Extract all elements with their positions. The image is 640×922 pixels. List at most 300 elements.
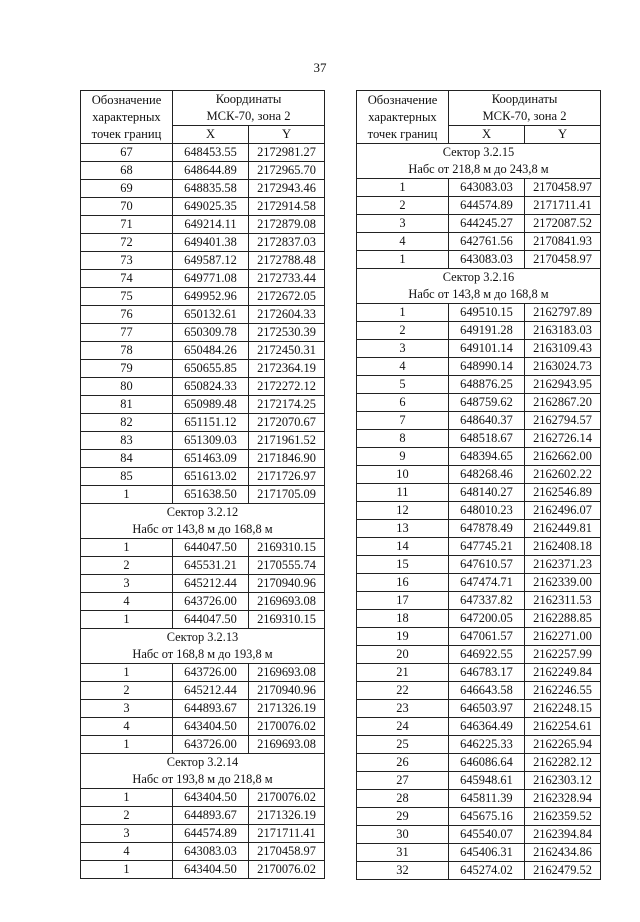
header-line: характерных [92, 109, 161, 124]
table-row [357, 772, 601, 790]
table-row [357, 610, 601, 628]
x-coordinate-cell: 648140.27 [449, 484, 525, 502]
table-row [357, 179, 601, 197]
point-id-cell: 1 [357, 179, 449, 197]
x-coordinate-cell: 649101.14 [449, 340, 525, 358]
sector-title: Сектор 3.2.14 [81, 754, 325, 772]
table-row [357, 826, 601, 844]
point-id-cell: 4 [357, 233, 449, 251]
sector-height-range: Набс от 218,8 м до 243,8 м [357, 161, 601, 179]
table-row [357, 197, 601, 215]
table-row [357, 358, 601, 376]
x-coordinate-cell: 649214.11 [173, 216, 249, 234]
point-id-cell: 6 [357, 394, 449, 412]
x-coordinate-cell: 650824.33 [173, 378, 249, 396]
point-id-cell: 4 [81, 593, 173, 611]
table-row [81, 807, 325, 825]
y-coordinate-cell: 2162288.85 [525, 610, 601, 628]
table-row [81, 575, 325, 593]
table-row [357, 233, 601, 251]
y-coordinate-cell: 2162394.84 [525, 826, 601, 844]
sector-title: Сектор 3.2.13 [81, 629, 325, 647]
table-row [81, 736, 325, 754]
point-id-cell: 23 [357, 700, 449, 718]
point-id-cell: 15 [357, 556, 449, 574]
table-row [357, 790, 601, 808]
x-coordinate-cell: 649401.38 [173, 234, 249, 252]
table-row [81, 450, 325, 468]
table-row [357, 376, 601, 394]
sector-height-range-row [357, 286, 601, 304]
x-coordinate-cell: 647610.57 [449, 556, 525, 574]
y-coordinate-cell: 2162246.55 [525, 682, 601, 700]
header-line: характерных [368, 109, 437, 124]
x-coordinate-cell: 645540.07 [449, 826, 525, 844]
y-coordinate-cell: 2170076.02 [249, 789, 325, 807]
sector-height-range-row [81, 646, 325, 664]
point-id-cell: 27 [357, 772, 449, 790]
x-coordinate-cell: 643083.03 [449, 179, 525, 197]
table-row [357, 700, 601, 718]
table-row [357, 664, 601, 682]
x-coordinate-cell: 643726.00 [173, 736, 249, 754]
y-coordinate-cell: 2171711.41 [249, 825, 325, 843]
y-coordinate-cell: 2162311.53 [525, 592, 601, 610]
table-row [357, 322, 601, 340]
x-coordinate-cell: 648640.37 [449, 412, 525, 430]
y-coordinate-cell: 2162254.61 [525, 718, 601, 736]
x-coordinate-cell: 644574.89 [449, 197, 525, 215]
point-id-cell: 25 [357, 736, 449, 754]
table-row [81, 861, 325, 879]
y-coordinate-cell: 2162496.07 [525, 502, 601, 520]
table-row [357, 412, 601, 430]
point-id-cell: 82 [81, 414, 173, 432]
point-id-cell: 30 [357, 826, 449, 844]
x-coordinate-cell: 648394.65 [449, 448, 525, 466]
y-coordinate-cell: 2172604.33 [249, 306, 325, 324]
y-coordinate-cell: 2172943.46 [249, 180, 325, 198]
y-coordinate-cell: 2171705.09 [249, 486, 325, 504]
table-row [357, 394, 601, 412]
table-row [81, 162, 325, 180]
x-coordinate-cell: 647200.05 [449, 610, 525, 628]
sector-title: Сектор 3.2.12 [81, 504, 325, 522]
coordinates-header: Координаты [173, 91, 325, 109]
table-row [81, 270, 325, 288]
table-row [81, 234, 325, 252]
table-row [357, 736, 601, 754]
x-coordinate-cell: 651309.03 [173, 432, 249, 450]
point-id-cell: 1 [81, 486, 173, 504]
table-row [81, 378, 325, 396]
y-coordinate-cell: 2162449.81 [525, 520, 601, 538]
point-id-cell: 1 [357, 251, 449, 269]
y-coordinate-cell: 2169693.08 [249, 664, 325, 682]
y-coordinate-cell: 2162943.95 [525, 376, 601, 394]
point-id-cell: 3 [81, 575, 173, 593]
table-row [81, 396, 325, 414]
x-coordinate-cell: 644047.50 [173, 539, 249, 557]
x-coordinate-cell: 643726.00 [173, 664, 249, 682]
table-row [81, 306, 325, 324]
point-id-cell: 1 [357, 304, 449, 322]
point-id-cell: 9 [357, 448, 449, 466]
x-coordinate-cell: 645675.16 [449, 808, 525, 826]
y-coordinate-cell: 2170940.96 [249, 575, 325, 593]
table-row [81, 432, 325, 450]
x-coordinate-cell: 643726.00 [173, 593, 249, 611]
header-line: точек границ [91, 126, 162, 141]
y-coordinate-cell: 2172087.52 [525, 215, 601, 233]
point-id-cell: 1 [81, 611, 173, 629]
x-coordinate-cell: 647745.21 [449, 538, 525, 556]
y-coordinate-cell: 2162249.84 [525, 664, 601, 682]
y-coordinate-cell: 2172879.08 [249, 216, 325, 234]
point-id-cell: 77 [81, 324, 173, 342]
point-id-cell: 32 [357, 862, 449, 880]
header-line: Обозначение [367, 92, 438, 107]
x-coordinate-cell: 649191.28 [449, 322, 525, 340]
point-id-cell: 69 [81, 180, 173, 198]
x-coordinate-cell: 643404.50 [173, 718, 249, 736]
point-id-cell: 73 [81, 252, 173, 270]
table-row [357, 520, 601, 538]
x-coordinate-cell: 647337.82 [449, 592, 525, 610]
y-coordinate-cell: 2172733.44 [249, 270, 325, 288]
x-coordinate-cell: 645212.44 [173, 682, 249, 700]
table-row [81, 180, 325, 198]
sector-height-range: Набс от 168,8 м до 193,8 м [81, 646, 325, 664]
point-id-cell: 1 [81, 861, 173, 879]
y-coordinate-cell: 2163183.03 [525, 322, 601, 340]
y-coordinate-cell: 2171326.19 [249, 807, 325, 825]
header-line: точек границ [367, 126, 438, 141]
y-coordinate-cell: 2169693.08 [249, 593, 325, 611]
x-coordinate-cell: 646225.33 [449, 736, 525, 754]
y-coordinate-cell: 2162479.52 [525, 862, 601, 880]
table-row [81, 593, 325, 611]
right-table-body [357, 144, 601, 880]
table-row [357, 304, 601, 322]
table-row [81, 198, 325, 216]
y-coordinate-cell: 2162797.89 [525, 304, 601, 322]
table-row [357, 574, 601, 592]
point-id-cell: 70 [81, 198, 173, 216]
point-id-cell: 84 [81, 450, 173, 468]
point-id-cell: 29 [357, 808, 449, 826]
y-coordinate-cell: 2162408.18 [525, 538, 601, 556]
table-row [81, 611, 325, 629]
sector-height-range-row [81, 521, 325, 539]
coordinates-table-left [80, 90, 325, 879]
y-coordinate-cell: 2162602.22 [525, 466, 601, 484]
y-coordinate-cell: 2163024.73 [525, 358, 601, 376]
x-coordinate-cell: 644893.67 [173, 807, 249, 825]
point-id-cell: 5 [357, 376, 449, 394]
point-id-cell: 68 [81, 162, 173, 180]
y-coordinate-cell: 2162726.14 [525, 430, 601, 448]
table-row [357, 646, 601, 664]
y-coordinate-cell: 2169310.15 [249, 539, 325, 557]
table-row [357, 682, 601, 700]
point-id-cell: 3 [81, 825, 173, 843]
sector-title: Сектор 3.2.16 [357, 269, 601, 287]
point-id-cell: 76 [81, 306, 173, 324]
point-id-cell: 2 [81, 557, 173, 575]
x-coordinate-cell: 647474.71 [449, 574, 525, 592]
table-row [81, 468, 325, 486]
y-coordinate-cell: 2162303.12 [525, 772, 601, 790]
sector-height-range: Набс от 143,8 м до 168,8 м [357, 286, 601, 304]
point-id-cell: 1 [81, 539, 173, 557]
table-row [357, 538, 601, 556]
table-row [81, 324, 325, 342]
x-coordinate-cell: 645406.31 [449, 844, 525, 862]
x-coordinate-cell: 648518.67 [449, 430, 525, 448]
x-coordinate-cell: 648876.25 [449, 376, 525, 394]
y-coordinate-cell: 2171326.19 [249, 700, 325, 718]
point-id-cell: 11 [357, 484, 449, 502]
y-coordinate-cell: 2169693.08 [249, 736, 325, 754]
point-id-cell: 1 [81, 736, 173, 754]
point-id-cell: 1 [81, 789, 173, 807]
x-coordinate-cell: 646503.97 [449, 700, 525, 718]
point-id-cell: 67 [81, 144, 173, 162]
point-id-cell: 28 [357, 790, 449, 808]
table-row [357, 718, 601, 736]
x-coordinate-cell: 642761.56 [449, 233, 525, 251]
page-number: 37 [313, 60, 327, 75]
table-row [81, 789, 325, 807]
y-coordinate-cell: 2172914.58 [249, 198, 325, 216]
point-id-cell: 79 [81, 360, 173, 378]
table-row [357, 215, 601, 233]
y-coordinate-cell: 2163109.43 [525, 340, 601, 358]
y-coordinate-cell: 2170841.93 [525, 233, 601, 251]
table-row [81, 342, 325, 360]
table-row [81, 414, 325, 432]
x-coordinate-cell: 644047.50 [173, 611, 249, 629]
point-id-cell: 17 [357, 592, 449, 610]
x-coordinate-cell: 648990.14 [449, 358, 525, 376]
y-coordinate-cell: 2162271.00 [525, 628, 601, 646]
sector-title-row [357, 269, 601, 287]
point-id-cell: 71 [81, 216, 173, 234]
point-id-cell: 75 [81, 288, 173, 306]
x-coordinate-cell: 651463.09 [173, 450, 249, 468]
header-line: Обозначение [91, 92, 162, 107]
table-row [81, 718, 325, 736]
x-coordinate-cell: 650655.85 [173, 360, 249, 378]
y-coordinate-cell: 2162359.52 [525, 808, 601, 826]
sector-height-range: Набс от 193,8 м до 218,8 м [81, 771, 325, 789]
x-coordinate-cell: 649025.35 [173, 198, 249, 216]
point-id-cell: 20 [357, 646, 449, 664]
x-coordinate-cell: 648268.46 [449, 466, 525, 484]
point-id-cell: 3 [81, 700, 173, 718]
table-row [81, 539, 325, 557]
table-row [81, 682, 325, 700]
x-coordinate-cell: 649587.12 [173, 252, 249, 270]
y-coordinate-cell: 2172174.25 [249, 396, 325, 414]
y-coordinate-cell: 2171961.52 [249, 432, 325, 450]
point-id-cell: 1 [81, 664, 173, 682]
y-coordinate-cell: 2162282.12 [525, 754, 601, 772]
y-coordinate-cell: 2172672.05 [249, 288, 325, 306]
table-row [81, 486, 325, 504]
y-coordinate-cell: 2162257.99 [525, 646, 601, 664]
x-coordinate-cell: 646922.55 [449, 646, 525, 664]
x-coordinate-cell: 646783.17 [449, 664, 525, 682]
table-row [357, 466, 601, 484]
x-coordinate-cell: 650989.48 [173, 396, 249, 414]
x-coordinate-cell: 644574.89 [173, 825, 249, 843]
table-row [357, 556, 601, 574]
x-coordinate-cell: 645274.02 [449, 862, 525, 880]
table-row [81, 700, 325, 718]
sector-height-range-row [357, 161, 601, 179]
table-row [81, 360, 325, 378]
x-coordinate-cell: 646364.49 [449, 718, 525, 736]
sector-title: Сектор 3.2.15 [357, 144, 601, 162]
point-id-cell: 31 [357, 844, 449, 862]
table-row [81, 252, 325, 270]
coordinates-header: Координаты [449, 91, 601, 109]
point-id-cell: 3 [357, 340, 449, 358]
y-coordinate-cell: 2172788.48 [249, 252, 325, 270]
y-coordinate-cell: 2172364.19 [249, 360, 325, 378]
y-coordinate-cell: 2170458.97 [249, 843, 325, 861]
x-coordinate-cell: 645948.61 [449, 772, 525, 790]
y-coordinate-cell: 2169310.15 [249, 611, 325, 629]
point-id-cell: 21 [357, 664, 449, 682]
y-column-header: Y [525, 126, 601, 144]
table-row [357, 430, 601, 448]
y-coordinate-cell: 2162546.89 [525, 484, 601, 502]
table-row [357, 862, 601, 880]
table-row [357, 251, 601, 269]
y-coordinate-cell: 2172450.31 [249, 342, 325, 360]
x-coordinate-cell: 646643.58 [449, 682, 525, 700]
x-coordinate-cell: 648835.58 [173, 180, 249, 198]
point-id-cell: 26 [357, 754, 449, 772]
table-row [357, 844, 601, 862]
y-coordinate-cell: 2162434.86 [525, 844, 601, 862]
point-id-cell: 85 [81, 468, 173, 486]
point-id-cell: 10 [357, 466, 449, 484]
table-row [81, 216, 325, 234]
coordinates-table-right [356, 90, 601, 880]
sector-height-range: Набс от 143,8 м до 168,8 м [81, 521, 325, 539]
point-id-cell: 2 [357, 197, 449, 215]
coordinate-system-header: МСК-70, зона 2 [449, 108, 601, 126]
y-coordinate-cell: 2171726.97 [249, 468, 325, 486]
x-coordinate-cell: 648453.55 [173, 144, 249, 162]
point-id-cell: 2 [357, 322, 449, 340]
point-id-cell: 80 [81, 378, 173, 396]
table-row [357, 448, 601, 466]
y-coordinate-cell: 2170940.96 [249, 682, 325, 700]
y-coordinate-cell: 2171711.41 [525, 197, 601, 215]
point-id-cell: 22 [357, 682, 449, 700]
table-row [81, 288, 325, 306]
x-coordinate-cell: 649952.96 [173, 288, 249, 306]
y-coordinate-cell: 2170555.74 [249, 557, 325, 575]
table-row [357, 502, 601, 520]
x-coordinate-cell: 651613.02 [173, 468, 249, 486]
table-row [357, 340, 601, 358]
point-id-cell: 74 [81, 270, 173, 288]
point-id-cell: 4 [81, 843, 173, 861]
sector-title-row [81, 754, 325, 772]
y-coordinate-cell: 2162662.00 [525, 448, 601, 466]
x-coordinate-cell: 650484.26 [173, 342, 249, 360]
sector-height-range-row [81, 771, 325, 789]
sector-title-row [81, 629, 325, 647]
table-row [357, 592, 601, 610]
x-coordinate-cell: 645811.39 [449, 790, 525, 808]
x-coordinate-cell: 643404.50 [173, 861, 249, 879]
y-coordinate-cell: 2172070.67 [249, 414, 325, 432]
x-coordinate-cell: 644893.67 [173, 700, 249, 718]
y-coordinate-cell: 2162867.20 [525, 394, 601, 412]
table-row [81, 557, 325, 575]
x-coordinate-cell: 645531.21 [173, 557, 249, 575]
y-coordinate-cell: 2162248.15 [525, 700, 601, 718]
point-id-cell: 7 [357, 412, 449, 430]
point-id-cell: 8 [357, 430, 449, 448]
coordinate-system-header: МСК-70, зона 2 [173, 108, 325, 126]
table-row [81, 843, 325, 861]
x-coordinate-cell: 648644.89 [173, 162, 249, 180]
table-row [357, 628, 601, 646]
y-coordinate-cell: 2162328.94 [525, 790, 601, 808]
point-id-cell: 81 [81, 396, 173, 414]
point-id-cell: 78 [81, 342, 173, 360]
y-coordinate-cell: 2162371.23 [525, 556, 601, 574]
x-column-header: X [173, 126, 249, 144]
x-coordinate-cell: 651638.50 [173, 486, 249, 504]
x-coordinate-cell: 644245.27 [449, 215, 525, 233]
point-designation-header [357, 91, 449, 144]
point-id-cell: 24 [357, 718, 449, 736]
sector-title-row [357, 144, 601, 162]
point-id-cell: 3 [357, 215, 449, 233]
point-designation-header [81, 91, 173, 144]
y-coordinate-cell: 2170076.02 [249, 718, 325, 736]
y-coordinate-cell: 2172530.39 [249, 324, 325, 342]
x-coordinate-cell: 650132.61 [173, 306, 249, 324]
x-coordinate-cell: 648010.23 [449, 502, 525, 520]
left-table-body [81, 144, 325, 879]
x-coordinate-cell: 651151.12 [173, 414, 249, 432]
table-row [81, 144, 325, 162]
x-coordinate-cell: 648759.62 [449, 394, 525, 412]
point-id-cell: 19 [357, 628, 449, 646]
table-row [81, 664, 325, 682]
point-id-cell: 13 [357, 520, 449, 538]
x-coordinate-cell: 645212.44 [173, 575, 249, 593]
y-coordinate-cell: 2170076.02 [249, 861, 325, 879]
point-id-cell: 83 [81, 432, 173, 450]
y-coordinate-cell: 2170458.97 [525, 179, 601, 197]
y-coordinate-cell: 2172272.12 [249, 378, 325, 396]
x-coordinate-cell: 643404.50 [173, 789, 249, 807]
point-id-cell: 14 [357, 538, 449, 556]
point-id-cell: 72 [81, 234, 173, 252]
x-coordinate-cell: 647878.49 [449, 520, 525, 538]
